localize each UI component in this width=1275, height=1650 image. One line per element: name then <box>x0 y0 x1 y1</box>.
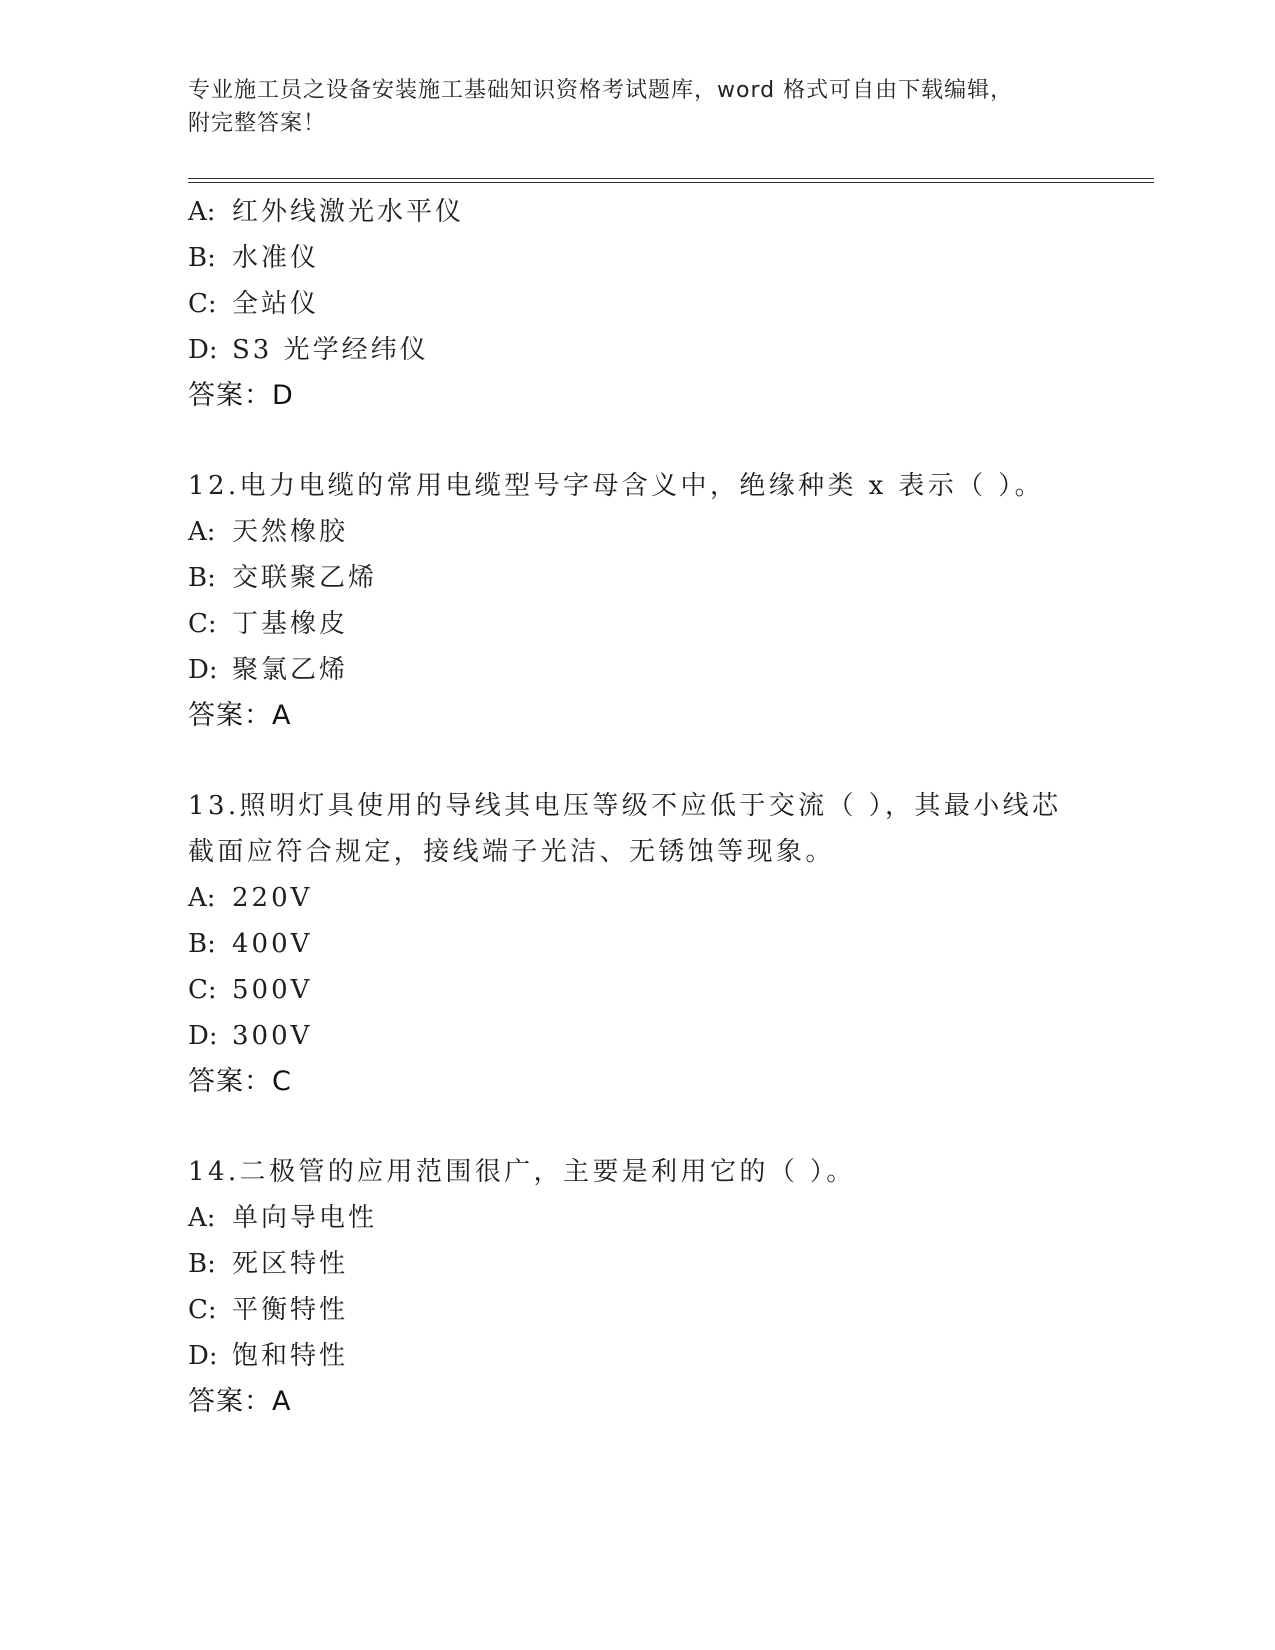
document-header <box>188 74 1088 140</box>
header-line-2: 附完整答案！ <box>188 111 327 136</box>
option-c <box>188 967 1088 1013</box>
option-text: 单向导电性 <box>232 1203 378 1233</box>
question-text: 14.二极管的应用范围很广，主要是利用它的（ ）。 <box>188 1157 856 1187</box>
question-12 <box>188 463 1088 739</box>
option-d <box>188 327 1088 373</box>
option-a <box>188 1195 1088 1241</box>
option-letter: A: <box>188 197 216 227</box>
option-text: 水准仪 <box>232 243 320 273</box>
option-letter: C: <box>188 609 217 639</box>
header-line-1: 专业施工员之设备安装施工基础知识资格考试题库，word 格式可自由下载编辑， <box>188 78 1014 103</box>
option-c <box>188 601 1088 647</box>
option-text: 聚氯乙烯 <box>232 655 349 685</box>
option-b <box>188 1241 1088 1287</box>
question-text: 13.照明灯具使用的导线其电压等级不应低于交流（ ），其最小线芯截面应符合规定，接线端子光洁、无锈蚀等现象。 <box>188 791 1062 867</box>
option-letter: B: <box>188 243 216 273</box>
option-c <box>188 281 1088 327</box>
header-divider-bottom <box>188 182 1154 183</box>
option-c <box>188 1287 1088 1333</box>
option-text: 400V <box>232 929 313 959</box>
option-b <box>188 555 1088 601</box>
option-letter: A: <box>188 883 216 913</box>
option-d <box>188 1333 1088 1379</box>
question-13 <box>188 783 1088 1105</box>
option-letter: B: <box>188 1249 216 1279</box>
question-14 <box>188 1149 1088 1425</box>
answer-line: 答案：D <box>188 380 294 411</box>
option-letter: D: <box>188 655 218 685</box>
option-d <box>188 647 1088 693</box>
option-a <box>188 189 1088 235</box>
option-letter: B: <box>188 929 216 959</box>
option-a <box>188 875 1088 921</box>
option-text: 500V <box>232 975 313 1005</box>
answer-line: 答案：C <box>188 1066 292 1097</box>
answer-line: 答案：A <box>188 1386 292 1417</box>
option-letter: D: <box>188 1021 218 1051</box>
answer-line: 答案：A <box>188 700 292 731</box>
option-letter: C: <box>188 1295 217 1325</box>
option-d <box>188 1013 1088 1059</box>
question-text: 12.电力电缆的常用电缆型号字母含义中，绝缘种类 x 表示（ ）。 <box>188 471 1045 501</box>
option-letter: A: <box>188 1203 216 1233</box>
option-text: 全站仪 <box>232 289 320 319</box>
option-letter: C: <box>188 975 217 1005</box>
option-text: 饱和特性 <box>232 1341 349 1371</box>
option-text: 天然橡胶 <box>232 517 349 547</box>
option-letter: D: <box>188 1341 218 1371</box>
question-continued <box>188 189 1088 419</box>
option-b <box>188 235 1088 281</box>
option-a <box>188 509 1088 555</box>
option-text: S3 光学经纬仪 <box>232 335 429 365</box>
option-text: 300V <box>232 1021 313 1051</box>
option-letter: A: <box>188 517 216 547</box>
option-text: 死区特性 <box>232 1249 349 1279</box>
option-letter: C: <box>188 289 217 319</box>
option-text: 红外线激光水平仪 <box>232 197 465 227</box>
option-text: 交联聚乙烯 <box>232 563 378 593</box>
option-letter: B: <box>188 563 216 593</box>
option-letter: D: <box>188 335 218 365</box>
option-text: 平衡特性 <box>232 1295 349 1325</box>
option-text: 丁基橡皮 <box>232 609 349 639</box>
option-b <box>188 921 1088 967</box>
option-text: 220V <box>232 883 313 913</box>
question-list <box>188 189 1088 1425</box>
header-divider-top <box>188 178 1154 179</box>
